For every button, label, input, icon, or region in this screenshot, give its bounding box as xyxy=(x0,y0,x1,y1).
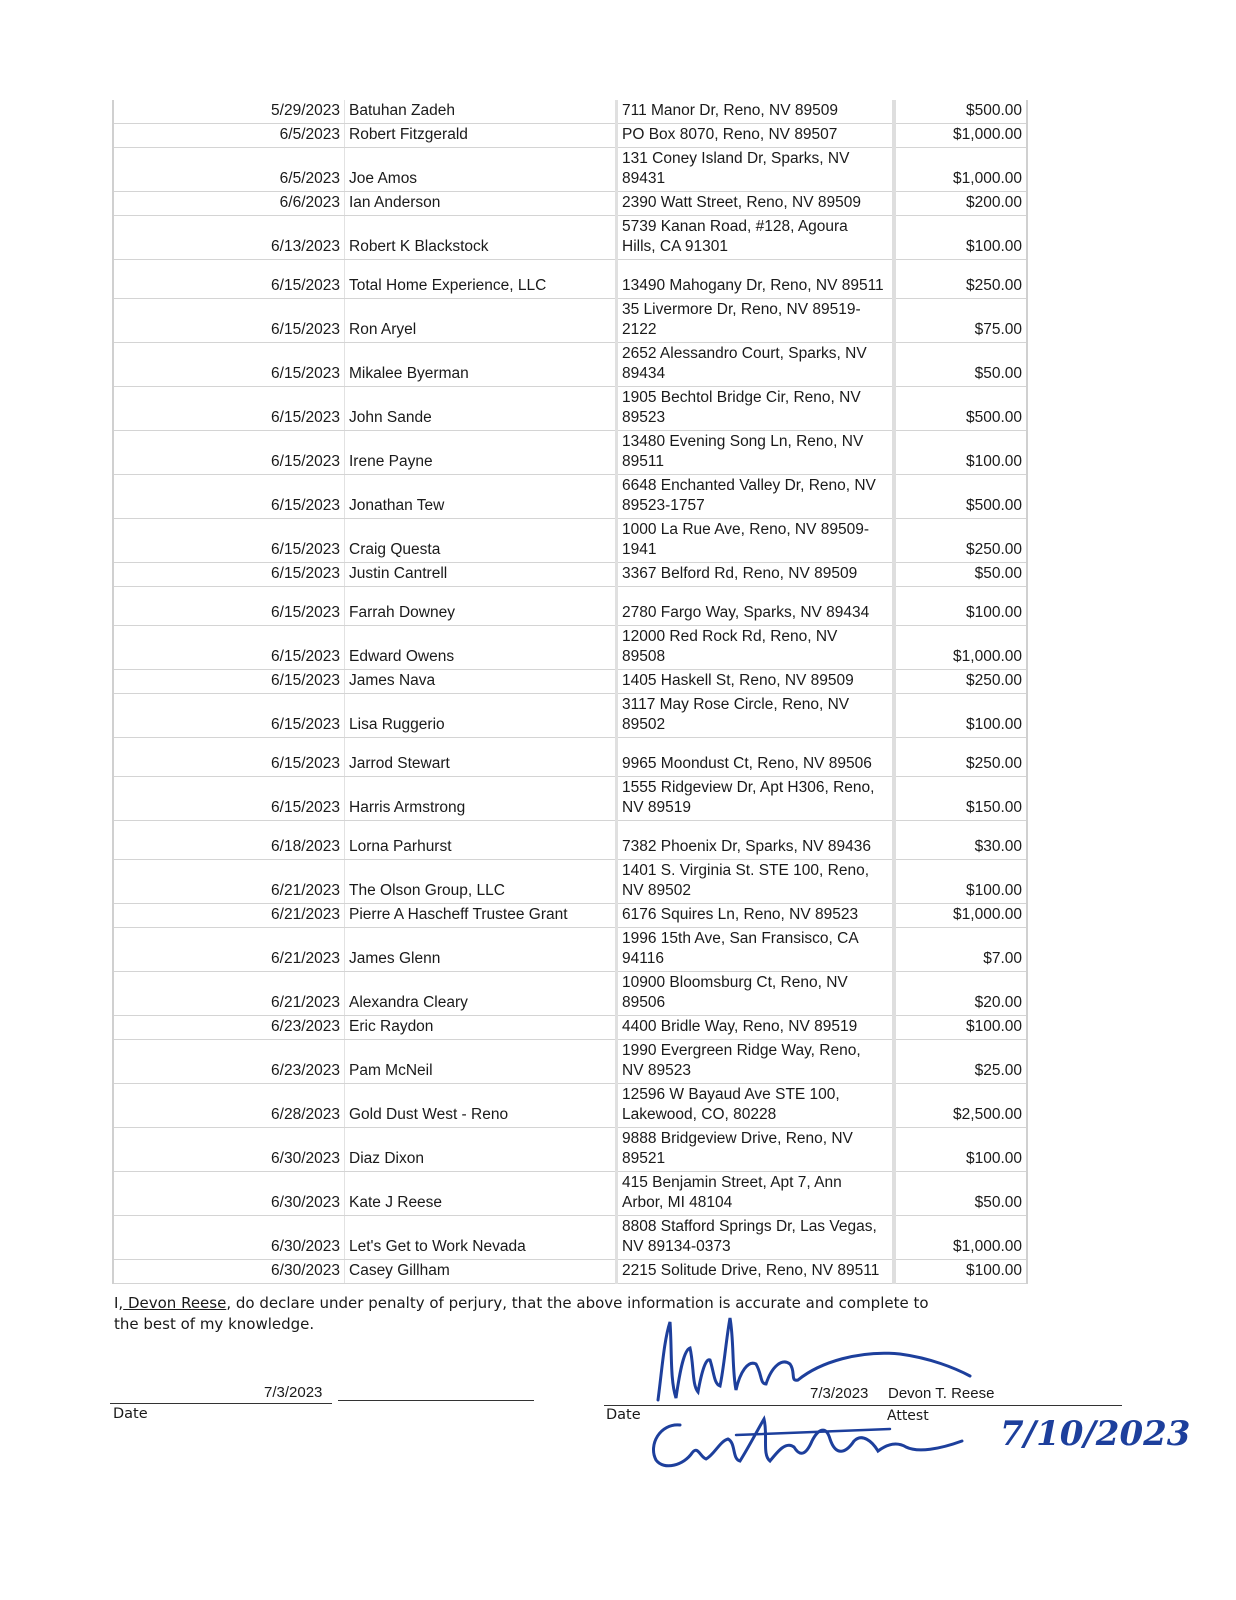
contribution-date-text: 6/21/2023 xyxy=(271,882,340,899)
contribution-row xyxy=(113,694,1027,738)
contribution-amount-text: $25.00 xyxy=(974,1062,1022,1079)
contribution-row xyxy=(113,260,1027,299)
contribution-row xyxy=(113,777,1027,821)
contributor-address-text: 1990 Evergreen Ridge Way, Reno, NV 89523 xyxy=(622,1042,861,1079)
contributor-name-text: Total Home Experience, LLC xyxy=(349,277,547,294)
contribution-row xyxy=(113,192,1027,216)
contribution-date-text: 6/15/2023 xyxy=(271,365,340,382)
contribution-amount xyxy=(894,1172,1027,1216)
contribution-amount-text: $100.00 xyxy=(965,1150,1022,1167)
contribution-row xyxy=(113,821,1027,860)
contributor-name xyxy=(345,100,617,124)
contribution-date xyxy=(113,670,345,694)
contribution-amount xyxy=(894,148,1027,192)
contribution-date xyxy=(113,124,345,148)
contribution-date-text: 5/29/2023 xyxy=(271,102,340,119)
contribution-date-text: 6/15/2023 xyxy=(271,321,340,338)
contribution-date-text: 6/15/2023 xyxy=(271,648,340,665)
contribution-date-text: 6/6/2023 xyxy=(279,194,340,211)
contribution-date xyxy=(113,387,345,431)
contributor-address-text: 12000 Red Rock Rd, Reno, NV 89508 xyxy=(622,628,838,665)
contribution-date xyxy=(113,475,345,519)
contributor-address-text: 13480 Evening Song Ln, Reno, NV 89511 xyxy=(622,433,864,470)
contribution-amount xyxy=(894,972,1027,1016)
contributor-address-text: 8808 Stafford Springs Dr, Las Vegas, NV 89134-0373 xyxy=(622,1218,877,1255)
contributor-name-text: Pierre A Hascheff Trustee Grant xyxy=(349,906,568,923)
contribution-row xyxy=(113,928,1027,972)
contribution-amount xyxy=(894,860,1027,904)
contribution-amount-text: $500.00 xyxy=(965,409,1022,426)
contributor-name xyxy=(345,260,617,299)
contributor-address xyxy=(617,148,895,192)
left-blank-line xyxy=(338,1400,534,1401)
contribution-date xyxy=(113,1040,345,1084)
contribution-amount-text: $100.00 xyxy=(965,604,1022,621)
contribution-date-text: 6/28/2023 xyxy=(271,1106,340,1123)
contributor-address xyxy=(617,587,895,626)
contributor-name-text: Diaz Dixon xyxy=(349,1150,424,1167)
contribution-amount-text: $250.00 xyxy=(965,672,1022,689)
contributor-address xyxy=(617,1216,895,1260)
contributor-name-text: Alexandra Cleary xyxy=(349,994,468,1011)
contribution-amount-text: $50.00 xyxy=(974,365,1022,382)
contribution-date-text: 6/15/2023 xyxy=(271,672,340,689)
contribution-row xyxy=(113,475,1027,519)
declarant-name: Devon Reese xyxy=(123,1294,227,1312)
contributor-name xyxy=(345,124,617,148)
contribution-amount xyxy=(894,563,1027,587)
declaration-text: , do declare under penalty of perjury, that the above information is accurate and complete to the best of my knowledge. xyxy=(114,1294,929,1333)
contribution-row xyxy=(113,1172,1027,1216)
contributor-name xyxy=(345,343,617,387)
contributor-address xyxy=(617,777,895,821)
attest-label: Attest xyxy=(887,1408,929,1424)
contribution-amount-text: $100.00 xyxy=(965,238,1022,255)
contributor-name xyxy=(345,475,617,519)
contributor-address-text: 4400 Bridle Way, Reno, NV 89519 xyxy=(622,1018,858,1035)
contribution-date-text: 6/30/2023 xyxy=(271,1262,340,1279)
contribution-amount-text: $100.00 xyxy=(965,453,1022,470)
contributor-name xyxy=(345,972,617,1016)
signature-image xyxy=(640,1310,980,1420)
contribution-date-text: 6/15/2023 xyxy=(271,716,340,733)
contribution-amount-text: $100.00 xyxy=(965,882,1022,899)
contribution-amount xyxy=(894,626,1027,670)
contribution-row xyxy=(113,216,1027,260)
contributor-address-text: 1401 S. Virginia St. STE 100, Reno, NV 89502 xyxy=(622,862,870,899)
contribution-amount-text: $1,000.00 xyxy=(953,648,1022,665)
contribution-date xyxy=(113,587,345,626)
contributor-name-text: Justin Cantrell xyxy=(349,565,448,582)
contributor-address-text: 2215 Solitude Drive, Reno, NV 89511 xyxy=(622,1262,880,1279)
contribution-amount-text: $200.00 xyxy=(965,194,1022,211)
contribution-date xyxy=(113,100,345,124)
handwritten-date: 7/10/2023 xyxy=(1000,1414,1191,1454)
contributor-address xyxy=(617,860,895,904)
contributor-name-text: Lorna Parhurst xyxy=(349,838,452,855)
contribution-amount xyxy=(894,777,1027,821)
contributor-name xyxy=(345,431,617,475)
contributions-table xyxy=(112,100,1028,1284)
contributor-name xyxy=(345,1084,617,1128)
contributor-address xyxy=(617,1128,895,1172)
contribution-date xyxy=(113,1084,345,1128)
contributor-name-text: Ian Anderson xyxy=(349,194,441,211)
right-date-value: 7/3/2023 xyxy=(810,1385,869,1402)
contribution-date xyxy=(113,626,345,670)
contributor-name-text: The Olson Group, LLC xyxy=(349,882,505,899)
contributor-address-text: 1905 Bechtol Bridge Cir, Reno, NV 89523 xyxy=(622,389,861,426)
contributor-name xyxy=(345,1216,617,1260)
contribution-date xyxy=(113,860,345,904)
contributor-address xyxy=(617,431,895,475)
contributor-address-text: 415 Benjamin Street, Apt 7, Ann Arbor, MI 48104 xyxy=(622,1174,842,1211)
contribution-date-text: 6/15/2023 xyxy=(271,799,340,816)
contributor-name-text: Pam McNeil xyxy=(349,1062,433,1079)
contribution-row xyxy=(113,387,1027,431)
contribution-amount-text: $100.00 xyxy=(965,1262,1022,1279)
contribution-row xyxy=(113,1084,1027,1128)
contributor-name xyxy=(345,777,617,821)
contribution-amount-text: $30.00 xyxy=(974,838,1022,855)
contributor-name xyxy=(345,904,617,928)
contributor-address-text: 6648 Enchanted Valley Dr, Reno, NV 89523-1757 xyxy=(622,477,876,514)
left-date-line xyxy=(110,1403,332,1404)
contributor-address xyxy=(617,100,895,124)
contribution-row xyxy=(113,1040,1027,1084)
contribution-row xyxy=(113,563,1027,587)
contributor-address-text: 1000 La Rue Ave, Reno, NV 89509-1941 xyxy=(622,521,870,558)
contributor-address-text: 1405 Haskell St, Reno, NV 89509 xyxy=(622,672,854,689)
contributor-address xyxy=(617,904,895,928)
contributor-name-text: Jarrod Stewart xyxy=(349,755,450,772)
contribution-date-text: 6/23/2023 xyxy=(271,1062,340,1079)
contribution-amount-text: $500.00 xyxy=(965,102,1022,119)
contribution-date xyxy=(113,192,345,216)
contribution-date-text: 6/30/2023 xyxy=(271,1238,340,1255)
declaration-prefix: I, xyxy=(114,1294,124,1312)
contributor-name xyxy=(345,519,617,563)
contributor-name-text: Gold Dust West - Reno xyxy=(349,1106,509,1123)
contribution-amount-text: $75.00 xyxy=(974,321,1022,338)
contribution-amount xyxy=(894,431,1027,475)
contributor-name xyxy=(345,821,617,860)
contribution-date-text: 6/15/2023 xyxy=(271,604,340,621)
contribution-amount-text: $1,000.00 xyxy=(953,126,1022,143)
contribution-amount-text: $1,000.00 xyxy=(953,170,1022,187)
contributor-address-text: 3367 Belford Rd, Reno, NV 89509 xyxy=(622,565,858,582)
contribution-amount xyxy=(894,1084,1027,1128)
contribution-amount-text: $7.00 xyxy=(983,950,1022,967)
contributor-address xyxy=(617,972,895,1016)
contributor-address xyxy=(617,387,895,431)
contribution-amount-text: $500.00 xyxy=(965,497,1022,514)
contributor-name xyxy=(345,148,617,192)
contributor-address-text: 9888 Bridgeview Drive, Reno, NV 89521 xyxy=(622,1130,853,1167)
contribution-row xyxy=(113,148,1027,192)
contributor-address xyxy=(617,1260,895,1284)
contribution-amount-text: $100.00 xyxy=(965,716,1022,733)
contribution-row xyxy=(113,1016,1027,1040)
contribution-amount-text: $250.00 xyxy=(965,755,1022,772)
contribution-date-text: 6/23/2023 xyxy=(271,1018,340,1035)
contribution-date-text: 6/15/2023 xyxy=(271,409,340,426)
contribution-amount-text: $20.00 xyxy=(974,994,1022,1011)
contributor-name-text: Casey Gillham xyxy=(349,1262,450,1279)
contribution-amount xyxy=(894,1128,1027,1172)
contributor-address xyxy=(617,519,895,563)
contribution-date-text: 6/15/2023 xyxy=(271,277,340,294)
contribution-amount xyxy=(894,821,1027,860)
contributor-name-text: Let's Get to Work Nevada xyxy=(349,1238,526,1255)
contributor-name xyxy=(345,1172,617,1216)
contribution-row xyxy=(113,1260,1027,1284)
contributor-name-text: Robert K Blackstock xyxy=(349,238,489,255)
contribution-date-text: 6/30/2023 xyxy=(271,1194,340,1211)
contributor-address xyxy=(617,343,895,387)
contribution-date-text: 6/21/2023 xyxy=(271,950,340,967)
contribution-date xyxy=(113,343,345,387)
contributions-table-body xyxy=(113,100,1027,1284)
contribution-amount xyxy=(894,192,1027,216)
contributor-address-text: 35 Livermore Dr, Reno, NV 89519-2122 xyxy=(622,301,861,338)
contribution-date xyxy=(113,1216,345,1260)
contribution-row xyxy=(113,904,1027,928)
contributor-address xyxy=(617,1172,895,1216)
contributor-name-text: Farrah Downey xyxy=(349,604,455,621)
contributor-name xyxy=(345,738,617,777)
contributor-name-text: Irene Payne xyxy=(349,453,433,470)
contribution-date-text: 6/15/2023 xyxy=(271,453,340,470)
contributor-name-text: Kate J Reese xyxy=(349,1194,443,1211)
contributor-address xyxy=(617,694,895,738)
contribution-amount xyxy=(894,670,1027,694)
contribution-date xyxy=(113,777,345,821)
contributor-name xyxy=(345,299,617,343)
contribution-amount xyxy=(894,100,1027,124)
contribution-row xyxy=(113,519,1027,563)
contribution-amount xyxy=(894,1216,1027,1260)
contribution-amount xyxy=(894,738,1027,777)
contributor-name-text: Edward Owens xyxy=(349,648,455,665)
contributor-name-text: Mikalee Byerman xyxy=(349,365,469,382)
contributor-address-text: 13490 Mahogany Dr, Reno, NV 89511 xyxy=(622,277,884,294)
contributor-name-text: James Nava xyxy=(349,672,436,689)
contributor-address-text: 10900 Bloomsburg Ct, Reno, NV 89506 xyxy=(622,974,848,1011)
contribution-date-text: 6/5/2023 xyxy=(279,126,340,143)
contribution-row xyxy=(113,670,1027,694)
contribution-date-text: 6/15/2023 xyxy=(271,497,340,514)
contribution-amount-text: $150.00 xyxy=(965,799,1022,816)
contribution-amount-text: $250.00 xyxy=(965,541,1022,558)
contributor-name-text: Harris Armstrong xyxy=(349,799,466,816)
contributor-name-text: Joe Amos xyxy=(349,170,418,187)
contribution-date xyxy=(113,563,345,587)
contribution-date-text: 6/15/2023 xyxy=(271,541,340,558)
contribution-amount-text: $50.00 xyxy=(974,1194,1022,1211)
contribution-date-text: 6/30/2023 xyxy=(271,1150,340,1167)
contributor-address xyxy=(617,821,895,860)
contributor-address-text: 2652 Alessandro Court, Sparks, NV 89434 xyxy=(622,345,867,382)
right-signer-name: Devon T. Reese xyxy=(888,1385,995,1402)
contributor-name xyxy=(345,587,617,626)
contributor-address xyxy=(617,738,895,777)
contributor-address-text: 711 Manor Dr, Reno, NV 89509 xyxy=(622,102,838,119)
contribution-date xyxy=(113,738,345,777)
contribution-date xyxy=(113,519,345,563)
contributor-address xyxy=(617,216,895,260)
contribution-date xyxy=(113,821,345,860)
contribution-date xyxy=(113,972,345,1016)
contributor-name xyxy=(345,670,617,694)
contribution-date xyxy=(113,260,345,299)
contribution-date xyxy=(113,694,345,738)
contribution-date-text: 6/15/2023 xyxy=(271,755,340,772)
contribution-row xyxy=(113,343,1027,387)
contribution-date xyxy=(113,904,345,928)
contribution-row xyxy=(113,1128,1027,1172)
contribution-amount-text: $1,000.00 xyxy=(953,906,1022,923)
contribution-date-text: 6/15/2023 xyxy=(271,565,340,582)
contributor-name xyxy=(345,192,617,216)
contribution-row xyxy=(113,860,1027,904)
contribution-row xyxy=(113,972,1027,1016)
contributor-name-text: Robert Fitzgerald xyxy=(349,126,468,143)
contributor-address xyxy=(617,124,895,148)
left-date-label: Date xyxy=(113,1406,148,1422)
contributor-address-text: 3117 May Rose Circle, Reno, NV 89502 xyxy=(622,696,850,733)
contributor-name-text: Lisa Ruggerio xyxy=(349,716,445,733)
contributor-address xyxy=(617,299,895,343)
contributor-name xyxy=(345,216,617,260)
contributor-address-text: 7382 Phoenix Dr, Sparks, NV 89436 xyxy=(622,838,872,855)
contributor-name xyxy=(345,1260,617,1284)
contributor-name-text: James Glenn xyxy=(349,950,441,967)
contributor-address-text: 1996 15th Ave, San Fransisco, CA 94116 xyxy=(622,930,858,967)
contribution-date xyxy=(113,1172,345,1216)
contribution-amount xyxy=(894,216,1027,260)
contributor-address-text: 9965 Moondust Ct, Reno, NV 89506 xyxy=(622,755,872,772)
contributor-name-text: Craig Questa xyxy=(349,541,441,558)
contribution-date xyxy=(113,1260,345,1284)
contributor-name xyxy=(345,387,617,431)
contributor-address xyxy=(617,670,895,694)
contributor-name-text: John Sande xyxy=(349,409,432,426)
contributor-name-text: Ron Aryel xyxy=(349,321,417,338)
contribution-date xyxy=(113,1128,345,1172)
contribution-date-text: 6/18/2023 xyxy=(271,838,340,855)
contributor-name xyxy=(345,1040,617,1084)
contributor-name-text: Batuhan Zadeh xyxy=(349,102,456,119)
contribution-amount xyxy=(894,519,1027,563)
contributor-address xyxy=(617,260,895,299)
contribution-date xyxy=(113,216,345,260)
contribution-amount-text: $50.00 xyxy=(974,565,1022,582)
contributor-name xyxy=(345,1016,617,1040)
contributor-name xyxy=(345,563,617,587)
contribution-date xyxy=(113,299,345,343)
contribution-date-text: 6/21/2023 xyxy=(271,994,340,1011)
contribution-row xyxy=(113,431,1027,475)
contributor-address xyxy=(617,1040,895,1084)
contributor-address-text: 6176 Squires Ln, Reno, NV 89523 xyxy=(622,906,859,923)
contributor-address xyxy=(617,928,895,972)
contributor-name-text: Eric Raydon xyxy=(349,1018,434,1035)
contributor-address xyxy=(617,626,895,670)
contribution-amount xyxy=(894,343,1027,387)
contributor-address xyxy=(617,1016,895,1040)
contribution-amount xyxy=(894,928,1027,972)
left-date-value: 7/3/2023 xyxy=(264,1384,323,1401)
contributor-name xyxy=(345,1128,617,1172)
contribution-amount xyxy=(894,299,1027,343)
contributor-name xyxy=(345,626,617,670)
contribution-date-text: 6/5/2023 xyxy=(279,170,340,187)
contribution-amount-text: $1,000.00 xyxy=(953,1238,1022,1255)
contribution-date-text: 6/21/2023 xyxy=(271,906,340,923)
contribution-row xyxy=(113,299,1027,343)
contribution-amount-text: $100.00 xyxy=(965,1018,1022,1035)
contribution-date xyxy=(113,1016,345,1040)
contributor-address-text: 2390 Watt Street, Reno, NV 89509 xyxy=(622,194,861,211)
contribution-amount xyxy=(894,1040,1027,1084)
contributor-address-text: 12596 W Bayaud Ave STE 100, Lakewood, CO, 80228 xyxy=(622,1086,840,1123)
contributor-name-text: Jonathan Tew xyxy=(349,497,445,514)
contributor-address xyxy=(617,563,895,587)
contribution-date xyxy=(113,928,345,972)
contributor-name xyxy=(345,928,617,972)
contribution-amount xyxy=(894,587,1027,626)
contributor-address-text: 1555 Ridgeview Dr, Apt H306, Reno, NV 89519 xyxy=(622,779,875,816)
contributor-name xyxy=(345,860,617,904)
right-date-label: Date xyxy=(606,1407,641,1423)
contribution-amount xyxy=(894,1016,1027,1040)
contribution-row xyxy=(113,738,1027,777)
contributor-address-text: 131 Coney Island Dr, Sparks, NV 89431 xyxy=(622,150,850,187)
contribution-amount xyxy=(894,694,1027,738)
contribution-amount xyxy=(894,1260,1027,1284)
contributor-address xyxy=(617,475,895,519)
contribution-amount xyxy=(894,260,1027,299)
contribution-row xyxy=(113,1216,1027,1260)
contributor-address-text: PO Box 8070, Reno, NV 89507 xyxy=(622,126,838,143)
contribution-amount xyxy=(894,124,1027,148)
contribution-date xyxy=(113,431,345,475)
contributor-name xyxy=(345,694,617,738)
contribution-row xyxy=(113,124,1027,148)
contribution-row xyxy=(113,587,1027,626)
contributor-address xyxy=(617,1084,895,1128)
contributor-address xyxy=(617,192,895,216)
contributor-address-text: 2780 Fargo Way, Sparks, NV 89434 xyxy=(622,604,870,621)
contribution-amount xyxy=(894,904,1027,928)
contribution-amount xyxy=(894,475,1027,519)
contributor-address-text: 5739 Kanan Road, #128, Agoura Hills, CA 91301 xyxy=(622,218,848,255)
attest-signature-image xyxy=(640,1405,980,1485)
contribution-amount xyxy=(894,387,1027,431)
contribution-amount-text: $2,500.00 xyxy=(953,1106,1022,1123)
contribution-amount-text: $250.00 xyxy=(965,277,1022,294)
contribution-row xyxy=(113,626,1027,670)
contribution-date xyxy=(113,148,345,192)
contribution-row xyxy=(113,100,1027,124)
contribution-date-text: 6/13/2023 xyxy=(271,238,340,255)
